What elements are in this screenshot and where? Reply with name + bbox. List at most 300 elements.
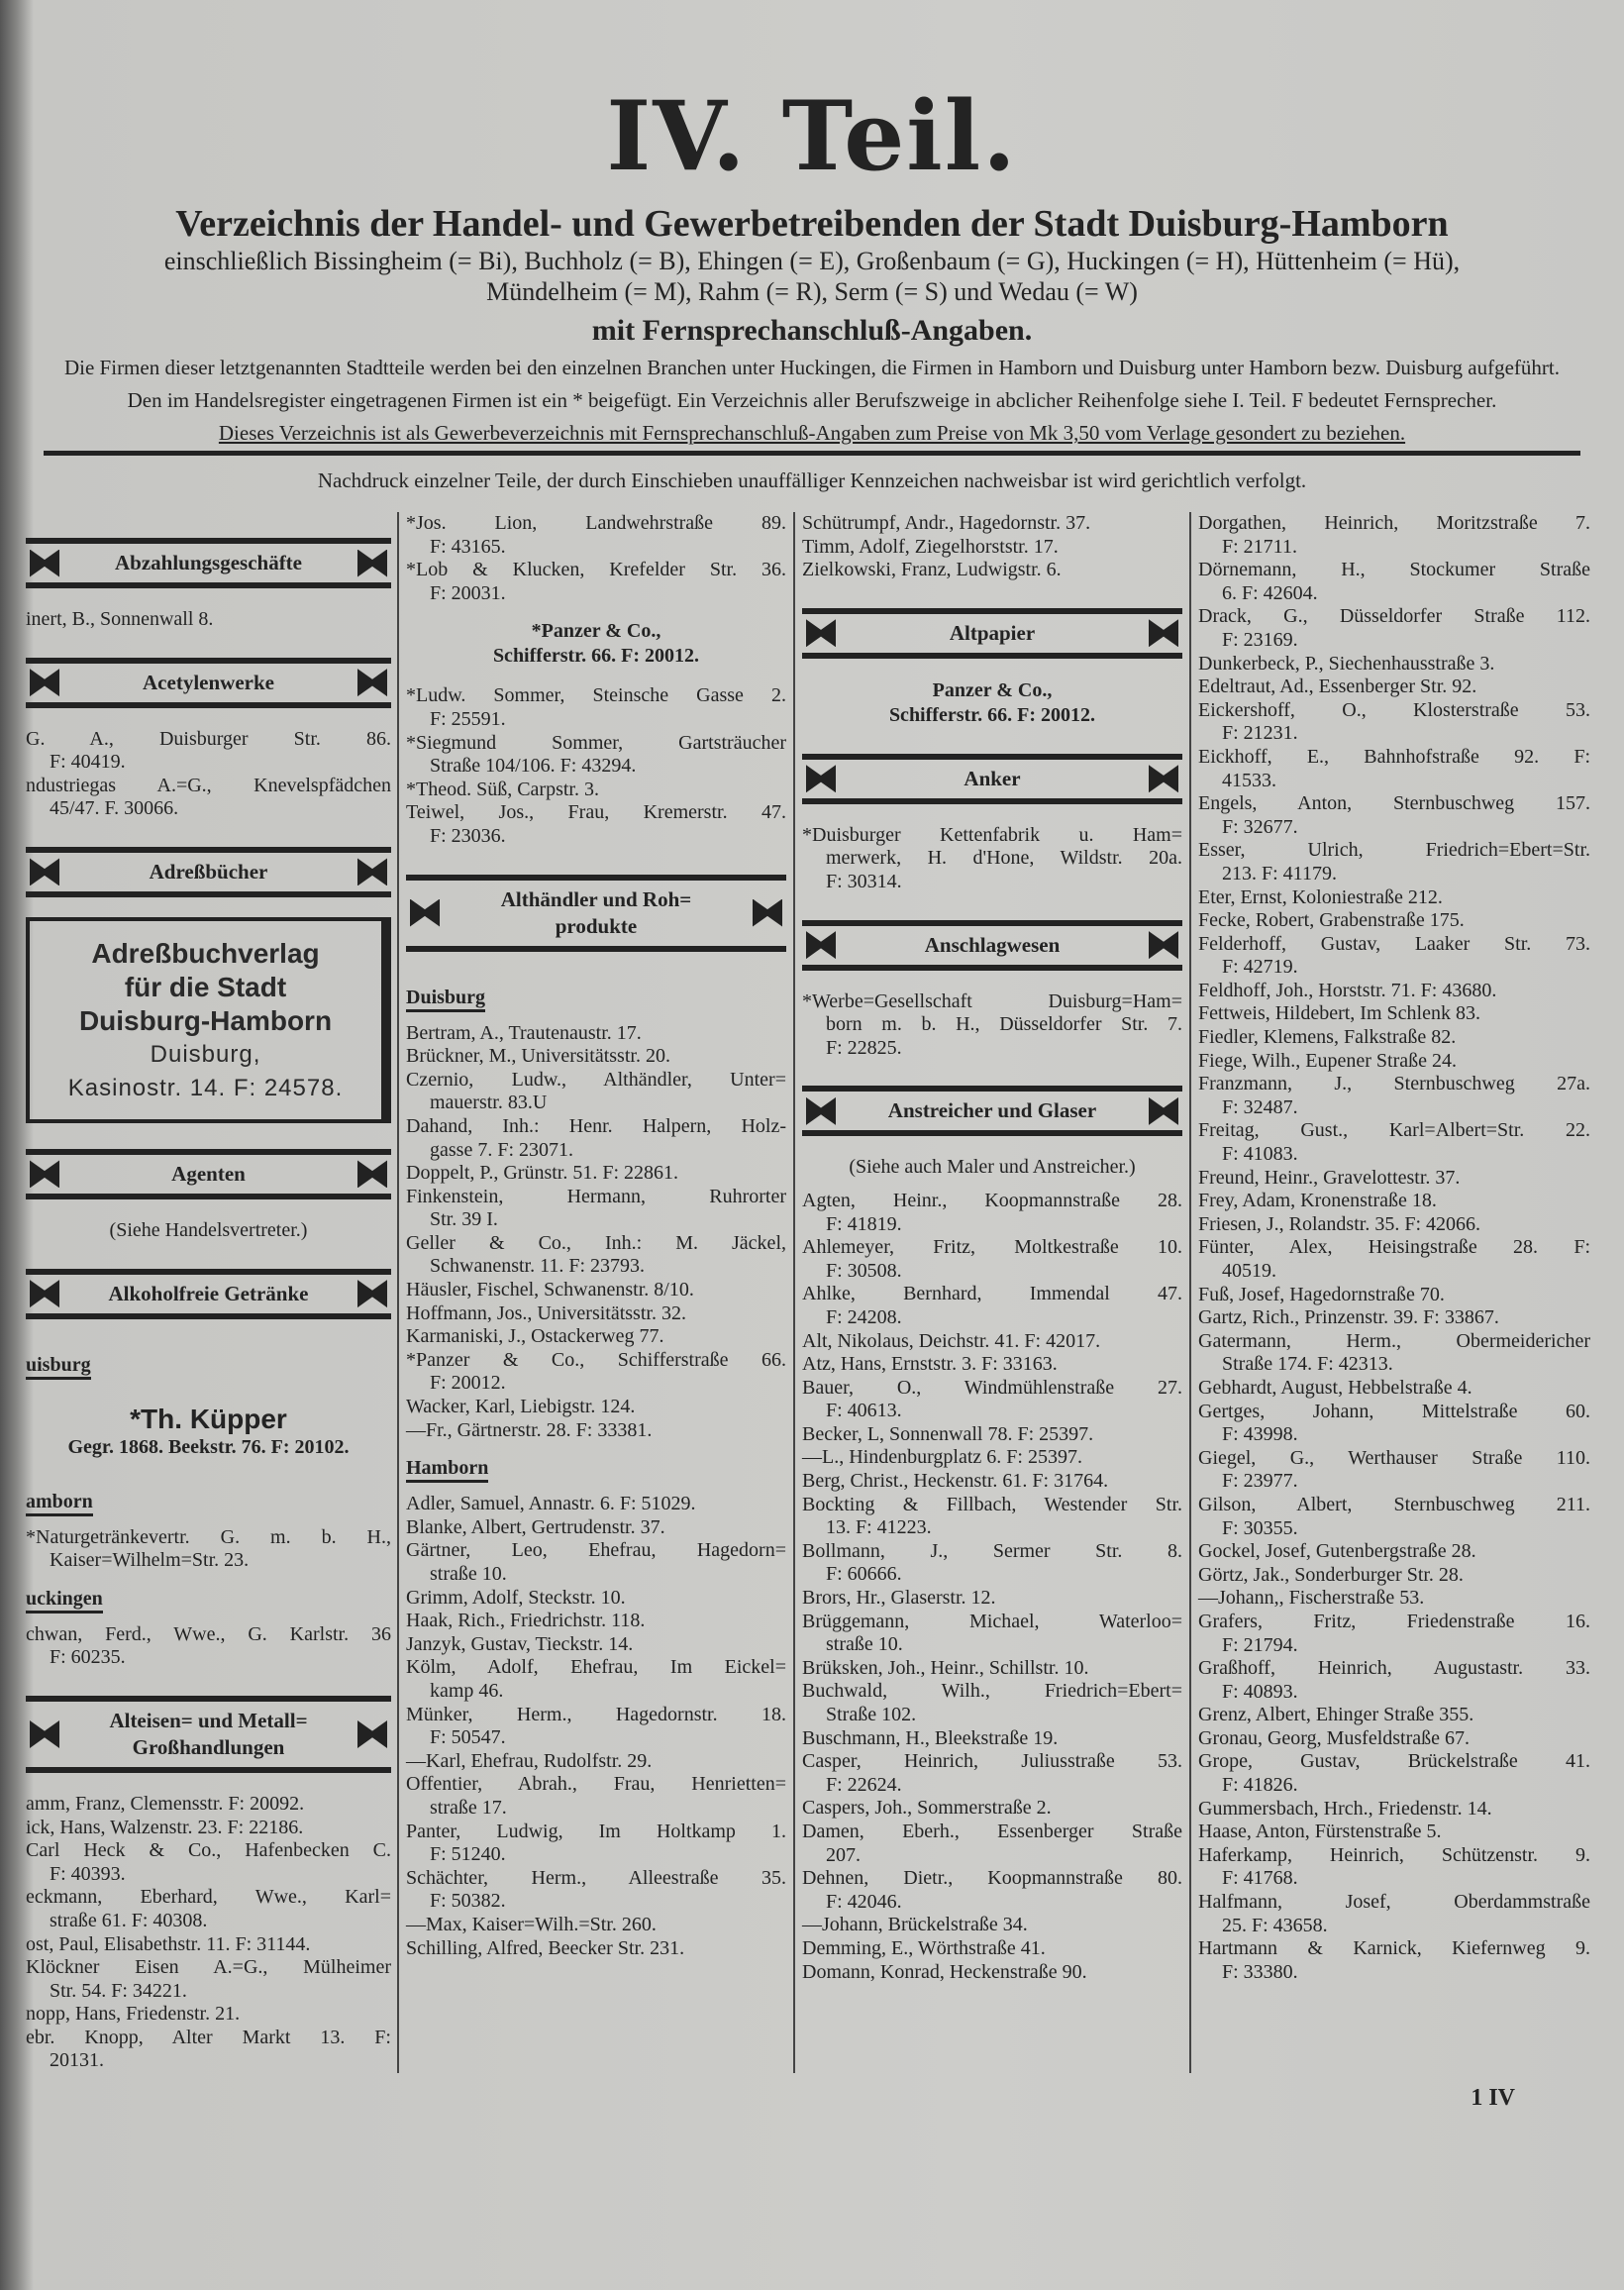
column-4: [1189, 512, 1590, 2073]
directory-entry: [1198, 1587, 1590, 1611]
directory-entry: [802, 1446, 1182, 1470]
entry-line: —Johann,, Fischerstraße 53.: [1198, 1587, 1425, 1610]
intro-paragraph: Die Firmen dieser letztgenannten Stadtteile werden bei den einzelnen Branchen unter Huckingen, die Firmen in Hamborn und Duisburg unter Hamborn bezw. Duisburg aufgeführt.: [63, 356, 1560, 379]
entry-line: Timm, Adolf, Ziegelhorststr. 17.: [802, 535, 1059, 558]
entry-line: Felderhoff, Gustav, Laaker Str. 73.: [1198, 932, 1590, 955]
directory-entry: [1198, 1306, 1590, 1330]
entry-line: 45/47. F. 30066.: [50, 797, 179, 820]
entry-line: —Fr., Gärtnerstr. 28. F: 33381.: [406, 1418, 653, 1441]
entry-line: Görtz, Jak., Sonderburger Str. 28.: [1198, 1563, 1464, 1586]
entry-line: straße 17.: [430, 1796, 507, 1819]
section-header: [802, 1086, 1182, 1136]
page-header: [0, 0, 1624, 494]
locality-heading-text: uckingen: [26, 1587, 103, 1613]
entry-line: Schwanenstr. 11. F: 23793.: [430, 1255, 646, 1278]
section-header: [26, 658, 391, 708]
entry-line: Panter, Ludwig, Im Holtkamp 1.: [406, 1820, 786, 1842]
entry-line: Schilling, Alfred, Beecker Str. 231.: [406, 1936, 685, 1959]
featured-listing-line: Schifferstr. 66. F: 20012.: [888, 703, 1096, 726]
directory-entry: [1198, 1564, 1590, 1588]
directory-entry: [406, 1914, 786, 1937]
bowtie-ornament-icon: [1149, 765, 1178, 792]
entry-line: Gronau, Georg, Musfeldstraße 67.: [1198, 1726, 1471, 1749]
directory-entry: [406, 732, 786, 779]
directory-entry: [406, 1045, 786, 1069]
bowtie-ornament-icon: [30, 669, 59, 696]
bowtie-ornament-icon: [410, 899, 440, 927]
directory-entry: [406, 1516, 786, 1540]
directory-entry: [26, 1793, 391, 1817]
directory-entry: [406, 1419, 786, 1443]
directory-entry: [1198, 1727, 1590, 1751]
section-header-line: Agenten: [171, 1161, 246, 1186]
directory-entry: [802, 1914, 1182, 1937]
directory-entry: [1198, 1026, 1590, 1050]
entry-line: Esser, Ulrich, Friedrich=Ebert=Str.: [1198, 839, 1590, 862]
bowtie-ornament-icon: [30, 1160, 59, 1188]
directory-entry: [802, 1657, 1182, 1681]
section-header: [26, 538, 391, 588]
entry-line: kamp 46.: [430, 1679, 504, 1702]
directory-entry: [26, 1886, 391, 1932]
section-header-line: Alteisen= und Metall=: [109, 1708, 308, 1732]
bowtie-ornament-icon: [357, 669, 387, 696]
directory-entry: [1198, 1073, 1590, 1119]
directory-entry: [1198, 980, 1590, 1003]
section-header: [26, 1269, 391, 1319]
entry-line: Caspers, Joh., Sommerstraße 2.: [802, 1797, 1052, 1820]
entry-line: F: 40613.: [826, 1400, 902, 1422]
entry-line: Grimm, Adolf, Steckstr. 10.: [406, 1586, 626, 1609]
entry-line: mauerstr. 83.U: [430, 1092, 548, 1114]
entry-line: F: 50382.: [430, 1890, 506, 1913]
directory-subtitle: mit Fernsprechanschluß-Angaben.: [591, 314, 1033, 347]
entry-line: amm, Franz, Clemensstr. F: 20092.: [26, 1792, 305, 1815]
directory-entry: [802, 1494, 1182, 1540]
note-line: (Siehe auch Maler und Anstreicher.): [849, 1156, 1136, 1179]
entry-line: Grenz, Albert, Ehinger Straße 355.: [1198, 1704, 1474, 1726]
directory-entry: [1198, 699, 1590, 746]
directory-entry: [802, 1680, 1182, 1726]
directory-entry: [406, 1493, 786, 1516]
entry-line: —L., Hindenburgplatz 6. F: 25397.: [802, 1446, 1082, 1469]
entry-line: F: 60666.: [826, 1563, 902, 1586]
directory-entry: [802, 1750, 1182, 1797]
featured-listing-line: *Th. Küpper: [130, 1403, 287, 1434]
entry-line: F: 41083.: [1222, 1143, 1298, 1166]
directory-entry: [406, 512, 786, 559]
directory-entry: [802, 512, 1182, 536]
directory-entry: [802, 1190, 1182, 1236]
entry-line: Eickershoff, O., Klosterstraße 53.: [1198, 698, 1590, 721]
directory-entry: [406, 1821, 786, 1867]
entry-line: Dahand, Inh.: Henr. Halpern, Holz-: [406, 1114, 786, 1137]
entry-line: Straße 174. F: 42313.: [1222, 1353, 1393, 1376]
entry-line: Bertram, A., Trautenaustr. 17.: [406, 1021, 642, 1044]
directory-entry: [1198, 1657, 1590, 1704]
directory-entry: [1198, 1798, 1590, 1822]
section-header-line: Anker: [964, 766, 1021, 790]
featured-listing-line: Schifferstr. 66. F: 20012.: [492, 645, 700, 668]
directory-entry: [406, 1069, 786, 1115]
entry-line: F: 23169.: [1222, 628, 1298, 651]
advertisement-box: [26, 917, 391, 1123]
entry-line: Czernio, Ludw., Althändler, Unter=: [406, 1068, 786, 1091]
bowtie-ornament-icon: [357, 550, 387, 577]
entry-line: Halfmann, Josef, Oberdammstraße: [1198, 1891, 1590, 1914]
entry-line: Teiwel, Jos., Frau, Kremerstr. 47.: [406, 801, 786, 824]
section-header: [802, 754, 1182, 804]
entry-line: Adler, Samuel, Annastr. 6. F: 51029.: [406, 1493, 696, 1515]
entry-line: Häusler, Fischel, Schwanenstr. 8/10.: [406, 1279, 694, 1301]
entry-line: Edeltraut, Ad., Essenberger Str. 92.: [1198, 676, 1477, 698]
directory-entry: [26, 775, 391, 821]
featured-listing: [802, 678, 1182, 728]
entry-line: Bauer, O., Windmühlenstraße 27.: [802, 1376, 1182, 1399]
directory-entry: [802, 990, 1182, 1061]
directory-entry: [406, 1867, 786, 1914]
entry-line: Fettweis, Hildebert, Im Schlenk 83.: [1198, 1002, 1480, 1025]
directory-entry: [26, 728, 391, 775]
entry-line: Dehnen, Dietr., Koopmannstraße 80.: [802, 1867, 1182, 1890]
price-note: Dieses Verzeichnis ist als Gewerbeverzeichnis mit Fernsprechanschluß-Angaben zum Preise von Mk 3,50 vom Verlage gesondert zu beziehen.: [218, 421, 1406, 445]
advertisement-line: Kasinostr. 14. F: 24578.: [67, 1074, 344, 1101]
entry-line: Fecke, Robert, Grabenstraße 175.: [1198, 909, 1465, 932]
directory-entry: [802, 1330, 1182, 1354]
directory-entry: [406, 1325, 786, 1349]
entry-line: F: 30508.: [826, 1259, 902, 1282]
bowtie-ornament-icon: [1149, 619, 1178, 647]
section-header: [406, 875, 786, 952]
entry-line: Bockting & Fillbach, Westender Str.: [802, 1493, 1182, 1515]
directory-entry: [802, 1587, 1182, 1611]
entry-line: chwan, Ferd., Wwe., G. Karlstr. 36: [26, 1622, 391, 1645]
entry-line: Fiege, Wilh., Eupener Straße 24.: [1198, 1049, 1457, 1072]
entry-line: Atz, Hans, Ernststr. 3. F: 33163.: [802, 1353, 1058, 1376]
entry-line: Klöckner Eisen A.=G., Mülheimer: [26, 1956, 391, 1979]
entry-line: F: 41826.: [1222, 1774, 1298, 1797]
directory-entry: [1198, 886, 1590, 910]
directory-entry: [802, 824, 1182, 894]
directory-entry: [1198, 1377, 1590, 1401]
section-header: [802, 608, 1182, 659]
directory-entry: [26, 1956, 391, 2003]
entry-line: Fiedler, Klemens, Falkstraße 82.: [1198, 1026, 1457, 1049]
directory-title: Verzeichnis der Handel- und Gewerbetreibenden der Stadt Duisburg-Hamborn: [175, 203, 1449, 245]
directory-entry: [1198, 1284, 1590, 1307]
entry-line: Brüksken, Joh., Heinr., Schillstr. 10.: [802, 1656, 1089, 1679]
directory-entry: [406, 1396, 786, 1419]
directory-entry: [1198, 512, 1590, 559]
entry-line: Gockel, Josef, Gutenbergstraße 28.: [1198, 1540, 1476, 1563]
bowtie-ornament-icon: [806, 931, 836, 959]
entry-line: Janzyk, Gustav, Tieckstr. 14.: [406, 1632, 634, 1655]
page-number: 1 IV: [1471, 2085, 1515, 2112]
entry-line: *Ludw. Sommer, Steinsche Gasse 2.: [406, 684, 786, 707]
entry-line: Bollmann, J., Sermer Str. 8.: [802, 1539, 1182, 1562]
entry-line: F: 32487.: [1222, 1095, 1298, 1118]
section-header: [802, 920, 1182, 971]
entry-line: Gartz, Rich., Prinzenstr. 39. F: 33867.: [1198, 1306, 1499, 1329]
entry-line: Gummersbach, Hrch., Friedenstr. 14.: [1198, 1797, 1492, 1820]
entry-line: gasse 7. F: 23071.: [430, 1138, 573, 1161]
directory-entry: [1198, 933, 1590, 980]
entry-line: Friesen, J., Rolandstr. 35. F: 42066.: [1198, 1212, 1481, 1235]
entry-line: Zielkowski, Franz, Ludwigstr. 6.: [802, 559, 1062, 581]
locality-heading-text: uisburg: [26, 1353, 91, 1380]
directory-entry: [406, 801, 786, 848]
entry-line: Kaiser=Wilhelm=Str. 23.: [50, 1549, 250, 1572]
entry-line: merwerk, H. d'Hone, Wildstr. 20a.: [826, 847, 1182, 870]
locality-heading: [26, 1476, 391, 1526]
entry-line: Giegel, G., Werthauser Straße 110.: [1198, 1446, 1590, 1469]
entry-line: Hoffmann, Jos., Universitätsstr. 32.: [406, 1301, 686, 1324]
bowtie-ornament-icon: [1149, 1097, 1178, 1125]
bowtie-ornament-icon: [30, 550, 59, 577]
entry-line: Brüggemann, Michael, Waterloo=: [802, 1610, 1182, 1632]
directory-entry: [1198, 1330, 1590, 1377]
entry-line: Wacker, Karl, Liebigstr. 124.: [406, 1396, 636, 1418]
directory-entry: [26, 608, 391, 632]
entry-line: Carl Heck & Co., Hafenbecken C.: [26, 1839, 391, 1862]
entry-line: Becker, L, Sonnenwall 78. F: 25397.: [802, 1422, 1094, 1445]
bowtie-ornament-icon: [806, 1097, 836, 1125]
section-header-line: Anstreicher und Glaser: [887, 1098, 1097, 1123]
section-header-line: Acetylenwerke: [143, 670, 274, 694]
entry-line: Haak, Rich., Friedrichstr. 118.: [406, 1610, 646, 1632]
directory-entry: [1198, 1821, 1590, 1844]
bowtie-ornament-icon: [357, 858, 387, 885]
entry-line: ndustriegas A.=G., Knevelspfädchen: [26, 774, 391, 796]
entry-line: Ahlemeyer, Fritz, Moltkestraße 10.: [802, 1236, 1182, 1259]
advertisement-line: für die Stadt: [124, 971, 287, 1002]
bowtie-ornament-icon: [30, 858, 59, 885]
entry-line: F: 21794.: [1222, 1633, 1298, 1656]
directory-entry: [1198, 909, 1590, 933]
bowtie-ornament-icon: [753, 899, 782, 927]
entry-line: Graßhoff, Heinrich, Augustastr. 33.: [1198, 1657, 1590, 1680]
entry-line: Hartmann & Karnick, Kiefernweg 9.: [1198, 1937, 1590, 1960]
directory-entry: [1198, 1167, 1590, 1191]
entry-line: F: 42046.: [826, 1890, 902, 1913]
locality-heading-text: Hamborn: [406, 1456, 488, 1483]
section-header-line: Althändler und Roh=: [500, 886, 692, 911]
entry-line: 213. F: 41179.: [1222, 862, 1337, 885]
entry-line: Dunkerbeck, P., Siechenhausstraße 3.: [1198, 652, 1495, 675]
directory-entry: [406, 1162, 786, 1186]
entry-line: F: 21711.: [1222, 535, 1297, 558]
directory-entry: [406, 559, 786, 605]
entry-line: F: 23977.: [1222, 1470, 1298, 1493]
bowtie-ornament-icon: [806, 765, 836, 792]
advertisement-line: Duisburg-Hamborn: [78, 1004, 333, 1036]
entry-line: Offentier, Abrah., Frau, Henrietten=: [406, 1773, 786, 1796]
directory-entry: [802, 1727, 1182, 1751]
locality-heading: [26, 1573, 391, 1623]
directory-entry: [802, 1423, 1182, 1447]
directory-entry: [406, 1302, 786, 1326]
entry-line: *Theod. Süß, Carpstr. 3.: [406, 778, 599, 800]
directory-entry: [26, 2027, 391, 2073]
directory-entry: [26, 1817, 391, 1840]
entry-line: straße 10.: [826, 1633, 903, 1656]
entry-line: 20131.: [50, 2049, 104, 2072]
entry-line: eckmann, Eberhard, Wwe., Karl=: [26, 1886, 391, 1909]
entry-line: F: 30314.: [826, 870, 902, 892]
directory-entry: [1198, 1213, 1590, 1237]
entry-line: Doppelt, P., Grünstr. 51. F: 22861.: [406, 1162, 679, 1185]
bowtie-ornament-icon: [357, 1280, 387, 1307]
entry-line: F: 32677.: [1222, 815, 1298, 838]
entry-line: Freund, Heinr., Gravelottestr. 37.: [1198, 1166, 1461, 1189]
directory-entry: [406, 1279, 786, 1302]
entry-line: F: 24208.: [826, 1305, 902, 1328]
entry-line: Drack, G., Düsseldorfer Straße 112.: [1198, 605, 1590, 628]
entry-line: 41533.: [1222, 769, 1276, 791]
directory-entry: [802, 1353, 1182, 1377]
directory-entry: [1198, 1750, 1590, 1797]
entry-line: F: 43165.: [430, 535, 506, 558]
entry-line: ick, Hans, Walzenstr. 23. F: 22186.: [26, 1816, 304, 1838]
entry-line: inert, B., Sonnenwall 8.: [26, 608, 214, 630]
entry-line: Schütrumpf, Andr., Hagedornstr. 37.: [802, 512, 1091, 534]
entry-line: Grafers, Fritz, Friedenstraße 16.: [1198, 1610, 1590, 1632]
entry-line: F: 42719.: [1222, 956, 1298, 979]
advertisement-line: Duisburg,: [150, 1040, 261, 1068]
entry-line: Frey, Adam, Kronenstraße 18.: [1198, 1190, 1437, 1212]
entry-line: 207.: [826, 1843, 861, 1866]
entry-line: *Jos. Lion, Landwehrstraße 89.: [406, 512, 786, 534]
section-header-line: Großhandlungen: [132, 1734, 285, 1759]
directory-entry: [1198, 1447, 1590, 1494]
entry-line: F: 43998.: [1222, 1423, 1298, 1446]
featured-listing-line: Panzer & Co.,: [932, 678, 1053, 701]
entry-line: Berg, Christ., Heckenstr. 61. F: 31764.: [802, 1470, 1109, 1493]
directory-entry: [406, 1937, 786, 1961]
listing-columns: [0, 512, 1624, 2073]
directory-entry: [406, 1232, 786, 1279]
directory-entry: [406, 1633, 786, 1657]
note-line: (Siehe Handelsvertreter.): [109, 1218, 308, 1241]
section-header-line: Abzahlungsgeschäfte: [114, 551, 302, 574]
directory-entry: [26, 1839, 391, 1886]
directory-entry: [406, 684, 786, 731]
entry-line: straße 61. F: 40308.: [50, 1909, 208, 1931]
entry-line: 25. F: 43658.: [1222, 1914, 1328, 1936]
entry-line: Fünter, Alex, Heisingstraße 28. F:: [1198, 1236, 1590, 1259]
directory-entry: [1198, 1119, 1590, 1166]
directory-entry: [802, 1937, 1182, 1961]
entry-line: Karmaniski, J., Ostackerweg 77.: [406, 1325, 664, 1348]
entry-line: Schächter, Herm., Alleestraße 35.: [406, 1866, 786, 1889]
entry-line: Domann, Konrad, Heckenstraße 90.: [802, 1960, 1087, 1983]
directory-entry: [406, 1656, 786, 1703]
entry-line: F: 40419.: [50, 751, 126, 774]
directory-entry: [802, 1867, 1182, 1914]
directory-entry: [1198, 839, 1590, 885]
entry-line: Kölm, Adolf, Ehefrau, Im Eickel=: [406, 1656, 786, 1679]
entry-line: Gertges, Johann, Mittelstraße 60.: [1198, 1400, 1590, 1422]
entry-line: Eickhoff, E., Bahnhofstraße 92. F:: [1198, 745, 1590, 768]
directory-entry: [406, 1773, 786, 1820]
directory-entry: [26, 2003, 391, 2027]
entry-line: Blanke, Albert, Gertrudenstr. 37.: [406, 1515, 665, 1538]
legend-paragraph: Den im Handelsregister eingetragenen Firmen ist ein * beigefügt. Ein Verzeichnis aller Berufszweige in abclicher Reihenfolge siehe I. Teil. F bedeutet Fernsprecher.: [127, 388, 1497, 412]
directory-entry: [1198, 605, 1590, 652]
entry-line: F: 20031.: [430, 581, 506, 604]
directory-entry: [802, 1470, 1182, 1494]
entry-line: Brückner, M., Universitätsstr. 20.: [406, 1045, 670, 1068]
directory-entry: [406, 1750, 786, 1774]
entry-line: Alt, Nikolaus, Deichstr. 41. F: 42017.: [802, 1329, 1101, 1352]
entry-line: F: 23036.: [430, 824, 506, 847]
copyright-note: Nachdruck einzelner Teile, der durch Einschieben unauffälliger Kennzeichen nachweisbar ist wird gerichtlich verfolgt.: [317, 468, 1307, 492]
bowtie-ornament-icon: [30, 1280, 59, 1307]
locality-heading-text: Duisburg: [406, 986, 485, 1012]
directory-entry: [1198, 1937, 1590, 1984]
entry-line: Fuß, Josef, Hagedornstraße 70.: [1198, 1283, 1445, 1305]
featured-listing-line: *Panzer & Co.,: [531, 620, 661, 643]
entry-line: Freitag, Gust., Karl=Albert=Str. 22.: [1198, 1119, 1590, 1142]
entry-line: Straße 104/106. F: 43294.: [430, 755, 637, 778]
directory-entry: [406, 779, 786, 802]
entry-line: F: 41768.: [1222, 1867, 1298, 1890]
entry-line: Casper, Heinrich, Juliusstraße 53.: [802, 1750, 1182, 1773]
bowtie-ornament-icon: [806, 619, 836, 647]
directory-entry: [802, 1377, 1182, 1423]
directory-entry: [1198, 1844, 1590, 1891]
directory-entry: [802, 1611, 1182, 1657]
directory-entry: [26, 1526, 391, 1573]
section-header-line: Altpapier: [949, 620, 1036, 645]
entry-line: *Duisburger Kettenfabrik u. Ham=: [802, 823, 1182, 846]
entry-line: Dorgathen, Heinrich, Moritzstraße 7.: [1198, 512, 1590, 534]
entry-line: Münker, Herm., Hagedornstr. 18.: [406, 1703, 786, 1725]
directory-entry: [26, 1933, 391, 1957]
entry-line: F: 40393.: [50, 1862, 126, 1885]
entry-line: *Panzer & Co., Schifferstraße 66.: [406, 1348, 786, 1371]
entry-line: —Karl, Ehefrau, Rudolfstr. 29.: [406, 1749, 653, 1772]
locality-heading: [406, 1442, 786, 1493]
entry-line: Buchwald, Wilh., Friedrich=Ebert=: [802, 1680, 1182, 1703]
directory-entry: [1198, 746, 1590, 792]
directory-entry: [1198, 676, 1590, 699]
directory-entry: [1198, 1002, 1590, 1026]
directory-entry: [802, 1797, 1182, 1821]
directory-entry: [1198, 1891, 1590, 1937]
entry-line: F: 22825.: [826, 1036, 902, 1059]
directory-entry: [406, 1610, 786, 1633]
entry-line: Feldhoff, Joh., Horststr. 71. F: 43680.: [1198, 979, 1497, 1001]
entry-line: Eter, Ernst, Koloniestraße 212.: [1198, 885, 1443, 908]
entry-line: Brors, Hr., Glaserstr. 12.: [802, 1587, 996, 1610]
entry-line: F: 21231.: [1222, 722, 1298, 745]
entry-line: F: 22624.: [826, 1773, 902, 1796]
locality-heading-text: amborn: [26, 1490, 93, 1516]
entry-line: *Werbe=Gesellschaft Duisburg=Ham=: [802, 989, 1182, 1012]
column-3: [793, 512, 1189, 2073]
bowtie-ornament-icon: [357, 1160, 387, 1188]
featured-listing: [26, 1404, 391, 1460]
section-header-line: Adreßbücher: [149, 859, 268, 884]
featured-listing: [406, 619, 786, 669]
entry-line: Engels, Anton, Sternbuschweg 157.: [1198, 792, 1590, 815]
entry-line: Gilson, Albert, Sternbuschweg 211.: [1198, 1493, 1590, 1515]
directory-entry: [802, 1540, 1182, 1587]
section-header: [26, 1149, 391, 1199]
section-header: [26, 1696, 391, 1773]
entry-line: straße 10.: [430, 1563, 507, 1585]
